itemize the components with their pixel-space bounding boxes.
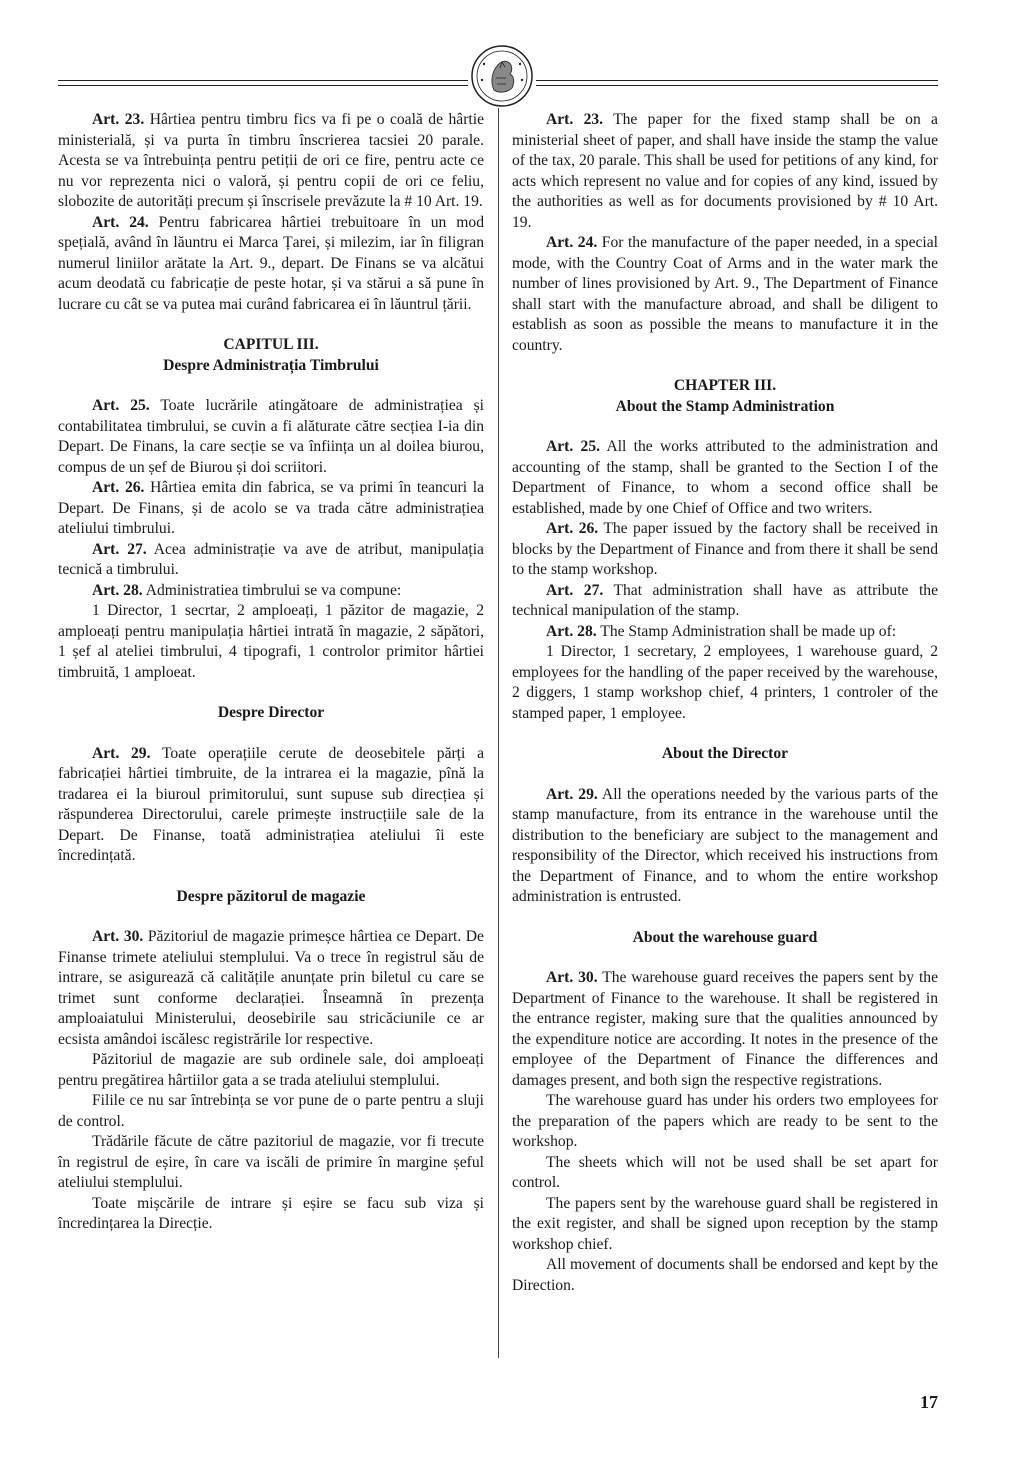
guard-staff-paragraph: The warehouse guard has under his orders two employees for the preparation of the papers which are ready to be sent to the workshop. xyxy=(512,1092,938,1150)
art26-paragraph: Art. 26. The paper issued by the factory shall be received in blocks by the Department of Finance and from there it shall be send to the stamp workshop. xyxy=(512,520,938,578)
column-divider xyxy=(498,108,499,1358)
art30-paragraph: Art. 30. The warehouse guard receives the papers sent by the Department of Finance to the warehouse. It shall be registered in the entrance register, making sure that the qualities announced by the expenditure notice are according. It notes in the presence of the employee of the Department of Finance the differences and damages present, and both sign the respective registrations. xyxy=(512,969,938,1089)
art29-paragraph: Art. 29. All the operations needed by the various parts of the stamp manufacture, from its entrance in the warehouse until the distribution to the beneficiary are subject to the management and responsibility of the Director, which received his instructions from the Department of Finance, and to whom the entire workshop administration is entrusted. xyxy=(512,785,938,905)
guard-heading: Despre păzitorul de magazie xyxy=(176,887,366,905)
sheets-paragraph: The sheets which will not be used shall be set apart for control. xyxy=(512,1153,938,1191)
director-heading: About the Director xyxy=(661,745,789,762)
header-rule-right-bottom xyxy=(536,85,938,86)
header-rule-left-top xyxy=(58,80,468,81)
art28-paragraph: Art. 28. Administratiea timbrului se va compune: xyxy=(92,581,402,599)
sent-papers-paragraph: The papers sent by the warehouse guard shall be registered in the exit register, and shall be signed upon reception by the stamp workshop chief. xyxy=(512,1194,938,1253)
art23-paragraph: Art. 23. Hârtiea pentru timbru fics va fi pe o coală de hârtie ministerială, și va purta în timbru înscrierea tacsiei 20 parale. Acesta se va întrebuința pentru petiții de ori ce fire, pentru acte ce nu vor reprezenta nici o valoră, și pentru copii de ori ce feliu, slobozite de autorități precum și înscrisele prevăzute la # 10 Art. 19. xyxy=(58,111,484,210)
art27-paragraph: Art. 27. That administration shall have as attribute the technical manipulation of the stamp. xyxy=(512,581,938,619)
page-number: 17 xyxy=(920,1392,938,1412)
art24-paragraph: Art. 24. Pentru fabricarea hârtiei trebuitoare în un mod spețială, având în lăuntru ei Marca Țarei, și milezim, iar în filigran numerul liniilor arătate la Art. 9., depart. De Finans se va alcătui acum deodată cu fabricație de peste hotar, și va stărui a să pune în lucrare cu cât se va putea mai curând fabricarea ei în lăuntrul țării. xyxy=(58,213,484,313)
sheets-paragraph: Filile ce nu sar întrebința se vor pune de o parte pentru a sluji de control. xyxy=(58,1092,484,1130)
chapter-subtitle: Despre Administrația Timbrului xyxy=(163,356,379,374)
art28-list: 1 Director, 1 secrtar, 2 amploeați, 1 păzitor de magazie, 2 amploeați pentru manipulația hârtiei intrată în magazie, 2 săpători, 1 șef al ateliei timbrului, 4 tipografi, 1 controlor primitor hârtiei timbruită, 1 amploeat. xyxy=(58,602,484,681)
movement-paragraph: Toate mișcările de intrare și eșire se facu sub viza și încredințarea la Direcție. xyxy=(58,1194,484,1232)
seal-emblem-icon xyxy=(470,44,534,108)
english-column xyxy=(512,110,938,1296)
art26-paragraph: Art. 26. Hârtiea emita din fabrica, se va primi în teancuri la Depart. De Finans, și de acolo se va trada către administrațiea ateliului timbrului. xyxy=(58,479,484,537)
chapter-title: CHAPTER III. xyxy=(673,377,777,394)
art30-paragraph: Art. 30. Păzitoriul de magazie primeșce hârtiea ce Depart. De Finanse trimete ateliului stemplului. Va o trece în registrul său de intrare, se asigurează că calitățile anunțate prin biletul cu care se trimet sunt conforme declarației. Înseamnă în prezența amploaiatului Ministerului, deosebirile sau stricăciunile ce ar ecsista amândoi iscălesc registrările lor respective. xyxy=(58,928,484,1048)
art29-paragraph: Art. 29. Toate operațiile cerute de deosebitele părți a fabricației hârtiei timbruite, de la intrarea ei la magazie, pînă la tradarea ei la biuroul primitorului, sunt supuse sub direcțiea și răspunderea Directorului, carele primește instrucțiile sale de la Depart. De Finanse, toată administrațiea ateliului îi este încredințată. xyxy=(58,744,484,864)
art28-paragraph: Art. 28. The Stamp Administration shall be made up of: xyxy=(546,622,897,640)
header-rule-right-top xyxy=(536,80,938,81)
art23-paragraph: Art. 23. The paper for the fixed stamp shall be on a ministerial sheet of paper, and shall have inside the stamp the value of the tax, 20 parale. This shall be used for petitions of any kind, for acts which represent no value and for copies of any kind, issued by the authorities as well as for documents provisioned by # 10 Art. 19. xyxy=(512,111,938,231)
art27-paragraph: Art. 27. Acea administrație va ave de atribut, manipulația tecnică a timbrului. xyxy=(58,540,484,578)
art25-paragraph: Art. 25. All the works attributed to the administration and accounting of the stamp, shall be granted to the Section I of the Department of Finance, to whom a second office shall be established, made by one Chief of Office and two writers. xyxy=(512,438,938,517)
art28-list: 1 Director, 1 secretary, 2 employees, 1 warehouse guard, 2 employees for the handling of the paper received by the warehouse, 2 diggers, 1 stamp workshop chief, 4 printers, 1 controler of the stamped paper, 1 employee. xyxy=(512,643,938,722)
guard-heading: About the warehouse guard xyxy=(632,928,818,946)
guard-staff-paragraph: Păzitoriul de magazie are sub ordinele sale, doi amploeați pentru pregătirea hârtiilor gata a se trada ateliului stemplului. xyxy=(58,1051,484,1089)
chapter-subtitle: About the Stamp Administration xyxy=(615,397,835,415)
chapter-title: CAPITUL III. xyxy=(223,336,319,353)
art25-paragraph: Art. 25. Toate lucrările atingătoare de administrațiea și contabilitatea timbrului, se cuvin a fi alăturate către secțiea I-ia din Depart. De Finans, la care secție se va înființa un al doilea biurou, compus de un șef de Biurou și doi scriitori. xyxy=(58,397,484,476)
director-heading: Despre Director xyxy=(217,704,325,721)
movement-paragraph: All movement of documents shall be endorsed and kept by the Direction. xyxy=(512,1256,938,1294)
romanian-column xyxy=(58,110,484,1235)
sent-papers-paragraph: Trădările făcute de către pazitoriul de magazie, vor fi trecute în registrul de eșire, în care va iscăli de primire în margine șeful ateliului stemplului. xyxy=(58,1133,484,1191)
art24-paragraph: Art. 24. For the manufacture of the paper needed, in a special mode, with the Country Coat of Arms and in the water mark the number of lines provisioned by Art. 9., The Department of Finance shall start with the manufacture abroad, and shall be diligent to establish as soon as possible the means to manufacture it in the country. xyxy=(512,234,939,354)
header-rule-left-bottom xyxy=(58,85,468,86)
